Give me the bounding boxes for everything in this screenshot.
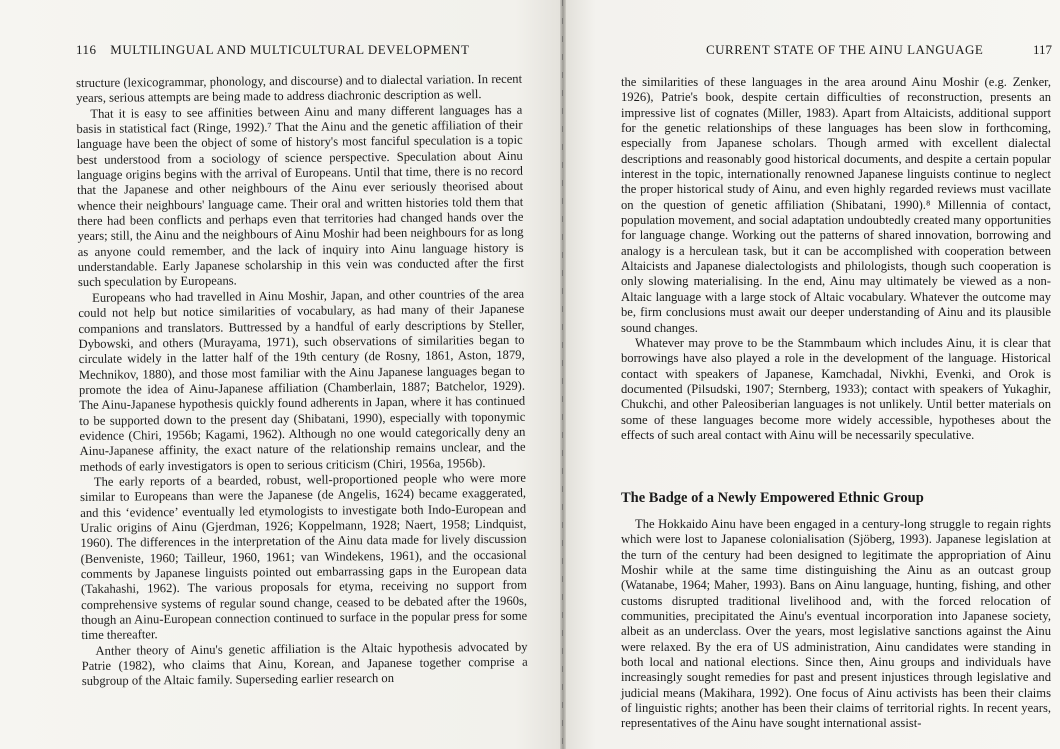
paragraph: the similarities of these languages in the area around Ainu Moshir (e.g. Zenker, 1926), Patrie's book, despite certain difficulties of reconstruction, presents an impressive list of cognates (Miller, 1983). Apart from Altaicists, additional support for the genetic relationships of these languages has been slow in forthcoming, especially from Japanese scholars. Though armed with excellent dialectal descriptions and reasonably good historical documents, and despite a certain popular interest in the topic, internationally renowned Japanese linguists continue to neglect the proper historical study of Ainu, and even highly regarded reviews must vacillate on the question of genetic affiliation (Shibatani, 1990).⁸ Millennia of contact, population movement, and social adaptation undoubtedly created many opportunities for language change. Working out the patterns of shared innovation, borrowing and analogy is a herculean task, but it can be accomplished with cooperation between Altaicists and Japanese dialectologists and philologists, though such cooperation is only slowing materialising. In the end, Ainu may ultimately be viewed as a non-Altaic language with a large stock of Altaic vocabulary. Whatever the outcome may be, firm conclusions must await our deeper understanding of Ainu and its plausible sound changes. [621,75,1051,335]
right-body-text [621,75,1051,443]
paragraph: Anther theory of Ainu's genetic affiliation is the Altaic hypothesis advocated by Patrie (1982), who claims that Ainu, Korean, and Japanese together comprise a subgroup of the Altaic family. Superseding earlier research on [81,639,528,689]
right-running-head-title: CURRENT STATE OF THE AINU LANGUAGE [706,42,984,57]
paragraph: The Hokkaido Ainu have been engaged in a century-long struggle to regain rights which were lost to Japanese colonialisation (Sjöberg, 1993). Japanese legislation at the turn of the century had been designed to legitimate the appropriation of Ainu Moshir while at the same time distinguishing the Ainu as an outcast group (Watanabe, 1964; Maher, 1993). Bans on Ainu language, hunting, fishing, and other customs disrupted traditional livelihood and, with the forced relocation of communities, precipitated the Ainu's eventual incorporation into Japanese society, albeit as an underclass. Over the years, most legislative sanctions against the Ainu were relaxed. By the era of US administration, Ainu candidates were standing in both local and national elections. Since then, Ainu groups and individuals have increasingly sought remedies for past and present injustices through legislative and judicial means (Makihara, 1992). One focus of Ainu activists has been their claims of linguistic rights; another has been their claims of territorial rights. In recent years, representatives of the Ainu have sought international assist- [621,517,1051,731]
left-page-number: 116 [76,42,97,57]
left-body-text [76,72,528,690]
paragraph: structure (lexicogrammar, phonology, and discourse) and to dialectal variation. In recent years, serious attempts are being made to address diachronic description as well. [76,71,523,106]
paragraph: The early reports of a bearded, robust, well-proportioned people who were more similar to Europeans than were the Japanese (de Angelis, 1624) became exaggerated, and this ‘evidence’ eventually led etymologists to investigate both Indo-European and Uralic origins of Ainu (Gjerdman, 1926; Koppelmann, 1928; Naert, 1958; Lindquist, 1960). The differences in the interpretation of the Ainu data made for lively discussion (Benveniste, 1960; Tailleur, 1960, 1961; van Windekens, 1961), and the occasional comments by Japanese linguists pointed out embarrassing gaps in the European data (Takahashi, 1962). The various proposals for etyma, receiving no support from comprehensive systems of regular sound change, ceased to be debated after the 1960s, though an Ainu-European connection continued to surface in the popular press for some time thereafter. [79,470,528,643]
section-heading: The Badge of a Newly Empowered Ethnic Group [621,490,924,506]
right-page [566,0,1060,749]
left-running-head-title: MULTILINGUAL AND MULTICULTURAL DEVELOPMENT [110,42,470,57]
binding-stitch [562,0,563,749]
paragraph: Whatever may prove to be the Stammbaum which includes Ainu, it is clear that borrowings have also played a role in the development of the language. Historical contact with speakers of Japanese, Kamchadal, Nivkhi, Evenki, and Orok is documented (Pilsudski, 1907; Sternberg, 1933); contact with speakers of Yukaghir, Chukchi, and other Paleosiberian languages is not unlikely. Until better materials on some of these languages become more widely accessible, hypotheses about the effects of such areal contact with Ainu will be necessarily speculative. [621,335,1051,442]
paragraph: That it is easy to see affinities between Ainu and many different languages has a basis in statistical fact (Ringe, 1992).⁷ That the Ainu and the genetic affiliation of their language have been the object of some of history's most fanciful speculation is a topic best understood from a sociology of science perspective. Speculation about Ainu language origins begins with the arrival of Europeans. Until that time, there is no record that the Japanese and other neighbours of the Ainu ever seriously theorised about whence their neighbours' language came. Their oral and written histories told them that there had been conflicts and perhaps even that territories had changed hands over the years; still, the Ainu and the neighbours of Ainu Moshir had been neighbours for as long as anyone could remember, and the lack of inquiry into Ainu language history is understandable. Early Japanese scholarship in this vein was conducted after the first such speculation by Europeans. [76,102,524,290]
left-running-head [76,42,469,58]
right-page-number: 117 [1032,42,1052,57]
paragraph: Europeans who had travelled in Ainu Moshir, Japan, and other countries of the area could not help but notice similarities of vocabulary, as had many of their Japanese companions and translators. Buttressed by a handful of early descriptions by Steller, Dybowski, and others (Murayama, 1971), such observations of similarities began to circulate widely in the latter half of the 19th century (de Rosny, 1861, Aston, 1879, Mechnikov, 1880), and those most familiar with the Ainu Japanese languages began to promote the idea of Ainu-Japanese affiliation (Chamberlain, 1887; Batchelor, 1929). The Ainu-Japanese hypothesis quickly found adherents in Japan, where it has continued to be supported down to the present day (Shibatani, 1990), especially with toponymic evidence (Chiri, 1956b; Kagami, 1962). Although no one would categorically deny an Ainu-Japanese affinity, the exact nature of the relationship remains unclear, and the methods of early investigators is open to serious criticism (Chiri, 1956a, 1956b). [78,286,526,474]
section-body-text [621,517,1051,732]
